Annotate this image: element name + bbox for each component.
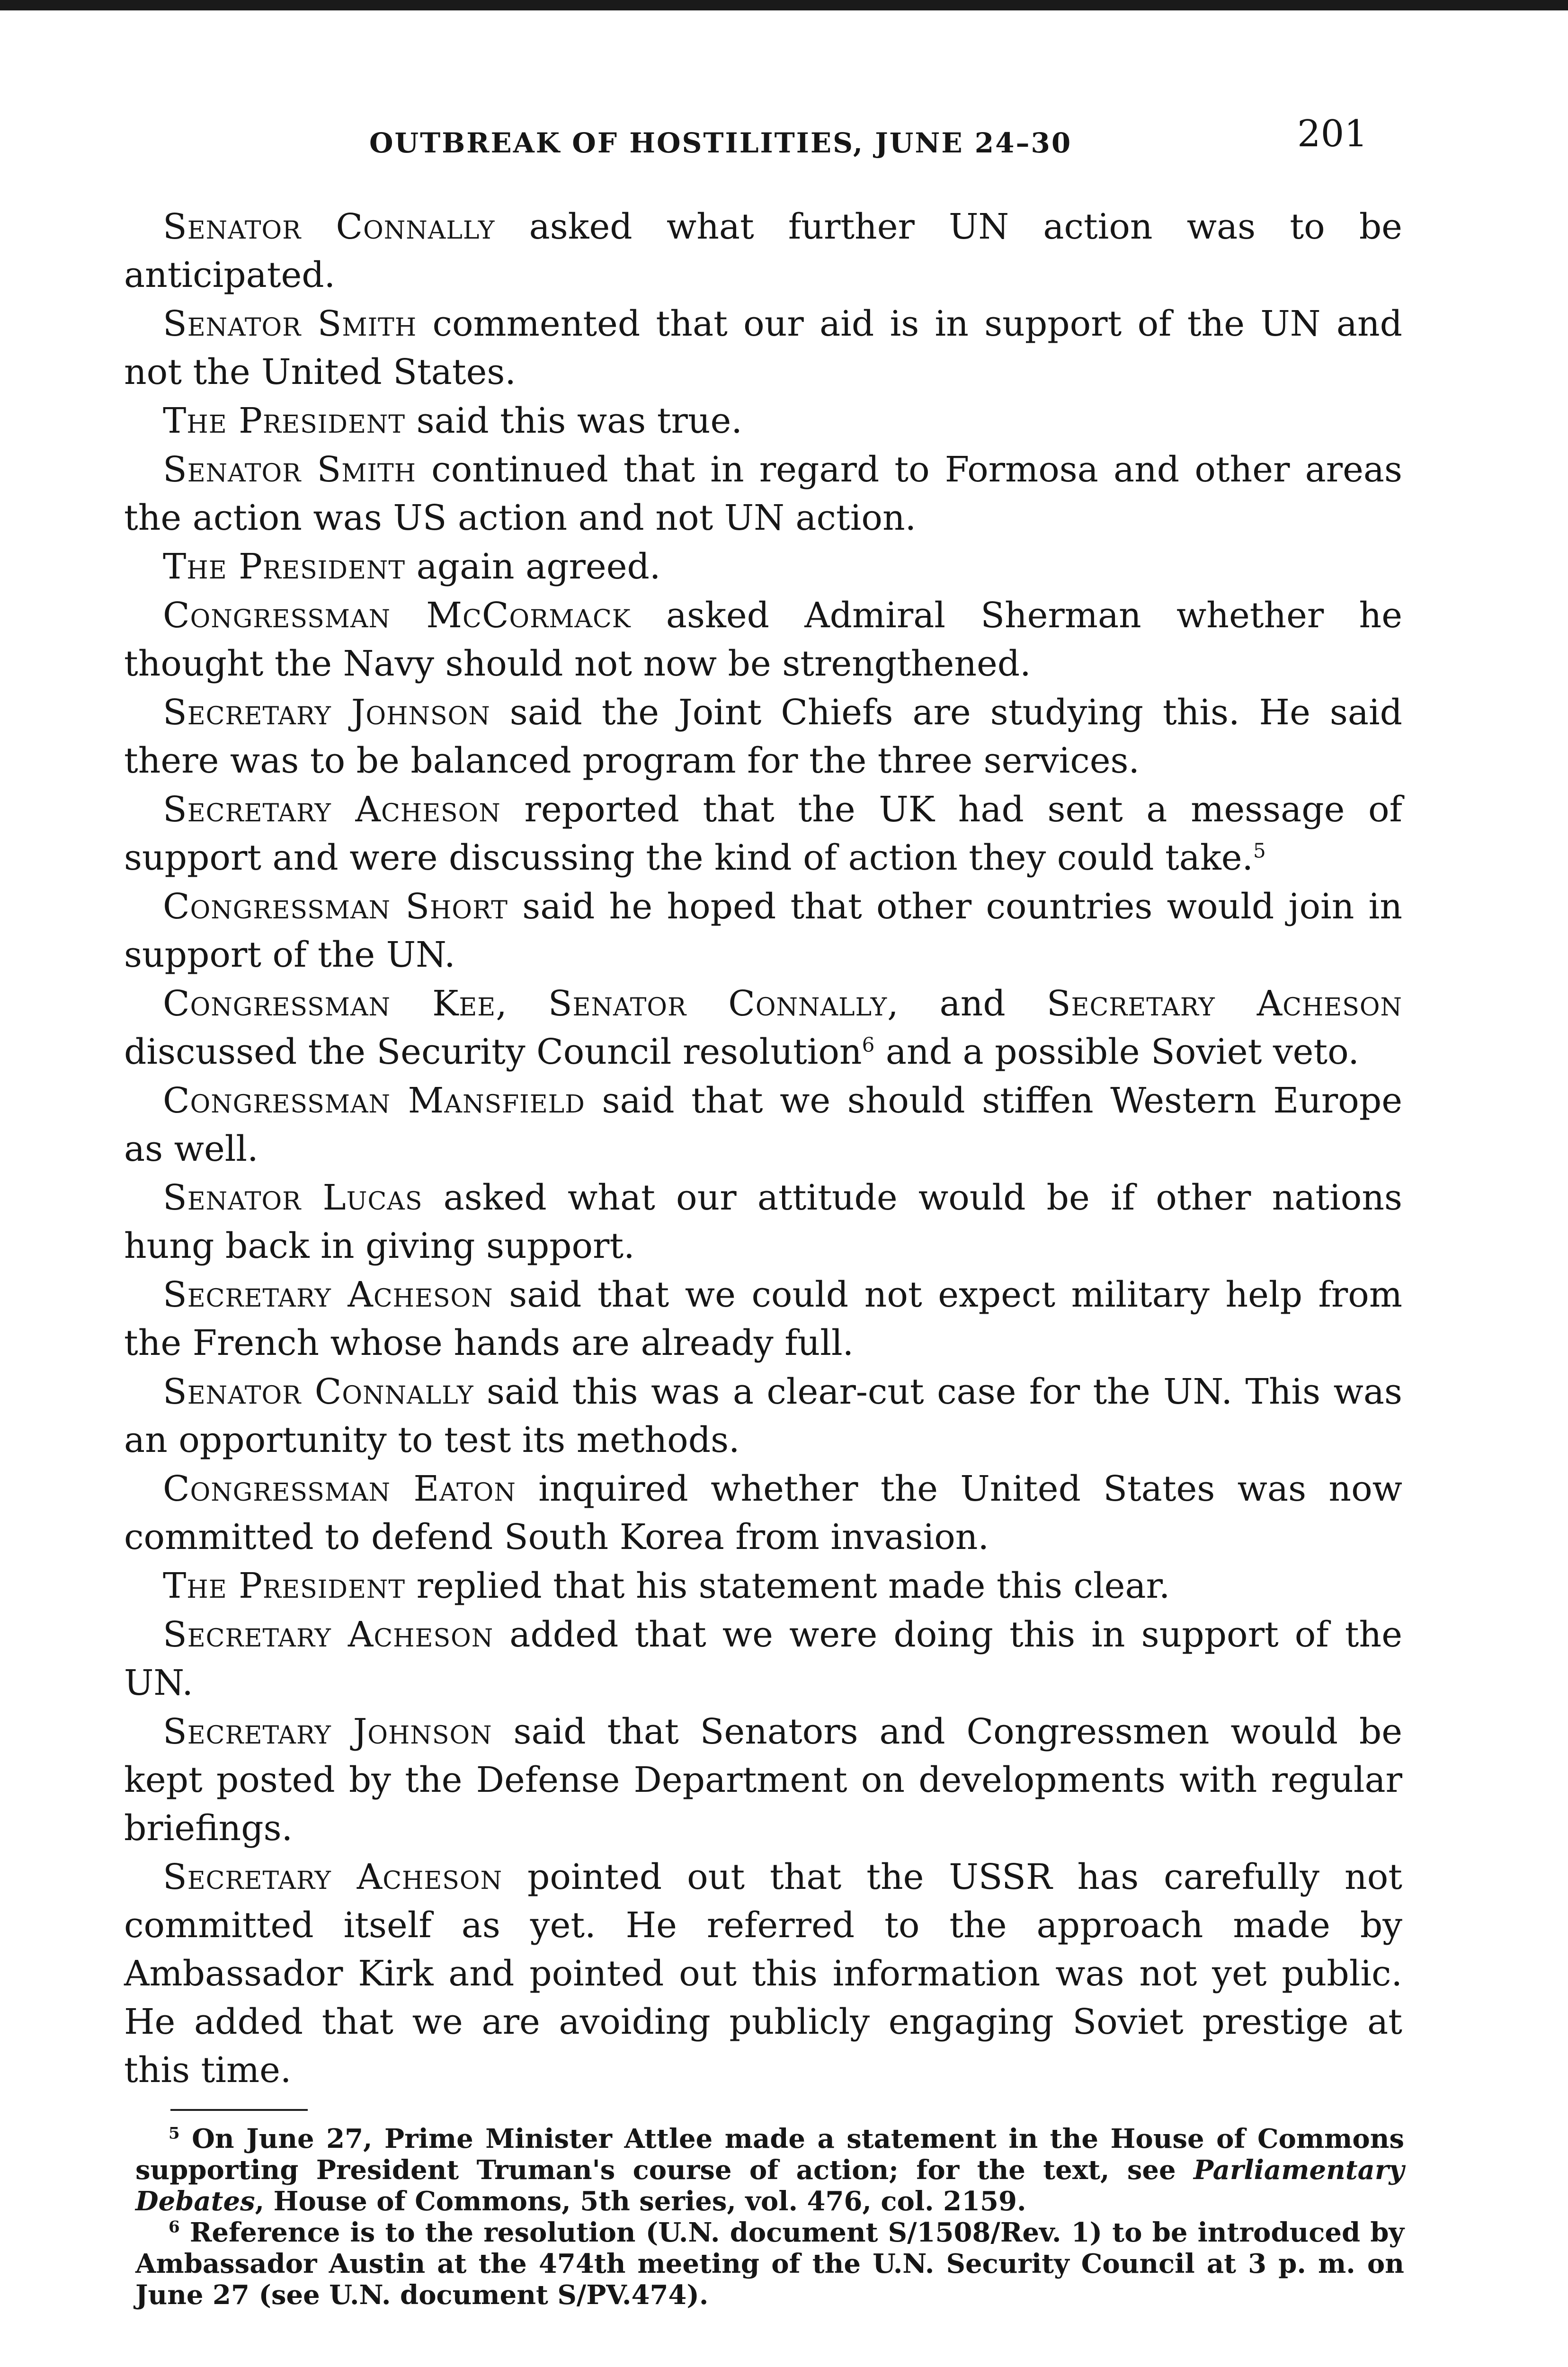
running-head: OUTBREAK OF HOSTILITIES, JUNE 24–30	[369, 127, 1072, 159]
speaker-name: Secretary Acheson	[163, 789, 501, 830]
footnote-ref: 6	[862, 1033, 875, 1057]
speaker-name: Secretary Johnson	[163, 692, 490, 733]
paragraph-text: pointed out that the USSR has carefully not committed itself as yet. He referred to the approach made by Ambassador Kirk and pointed out this information was not yet public. He added that we are avoiding publicly engaging Soviet prestige at this time.	[124, 1857, 1403, 2091]
speaker-name: Congressman McCormack	[163, 595, 631, 636]
footnote	[135, 2123, 1404, 2217]
paragraph	[124, 1611, 1402, 1707]
paragraph	[124, 1271, 1402, 1367]
paragraph-text: replied that his statement made this clear.	[405, 1566, 1170, 1606]
speaker-name: Senator Smith	[163, 449, 417, 490]
paragraph-text: asked Admiral Sherman whether he thought the Navy should not now be strengthened.	[124, 595, 1402, 684]
speaker-name: Senator Lucas	[163, 1177, 423, 1218]
paragraph-text: asked what further UN action was to be anticipated.	[124, 206, 1402, 295]
speaker-name: Senator Connally	[163, 206, 495, 247]
speaker-name: Senator Connally	[548, 983, 888, 1024]
paragraph-text: said that we should stiffen Western Europe as well.	[124, 1080, 1402, 1169]
paragraph	[124, 445, 1402, 542]
footnote-marker: 5	[169, 2124, 180, 2143]
paragraph	[124, 882, 1402, 979]
speaker-name: Senator Smith	[163, 303, 417, 344]
footnote-divider	[170, 2109, 308, 2111]
paragraph	[124, 1368, 1402, 1464]
speaker-name: Secretary Acheson	[163, 1614, 494, 1655]
paragraph	[124, 300, 1402, 396]
speaker-name: Congressman Mansfield	[163, 1080, 585, 1121]
paragraph-text: again agreed.	[405, 546, 661, 587]
paragraph	[124, 979, 1402, 1076]
speaker-name: Secretary Acheson	[163, 1857, 503, 1897]
paragraph	[124, 543, 1402, 591]
footnotes	[135, 2123, 1404, 2311]
footnote-marker: 6	[169, 2217, 180, 2237]
paragraph-text: said the Joint Chiefs are studying this. He said there was to be balanced program for the three services.	[124, 692, 1402, 781]
speaker-name: Senator Connally	[163, 1371, 474, 1412]
footnote-text: Reference is to the resolution (U.N. document S/1508/Rev. 1) to be introduced by Ambassador Austin at the 474th meeting of the U.N. Security Council at 3 p. m. on June 27 (see U.N. document S/PV.474).	[135, 2217, 1405, 2311]
speaker-name: The President	[163, 400, 406, 441]
paragraph-text: reported that the UK had sent a message of support and were discussing the kind of action they could take.	[124, 789, 1402, 878]
paragraph-text: continued that in regard to Formosa and other areas the action was US action and not UN action.	[124, 449, 1402, 538]
paragraph	[124, 203, 1402, 299]
speaker-name: Secretary Acheson	[163, 1274, 493, 1315]
footnote	[135, 2217, 1404, 2311]
paragraph	[124, 1465, 1402, 1561]
speaker-name: Congressman Short	[163, 886, 508, 927]
footnote-ref: 5	[1253, 839, 1266, 863]
speaker-name: The President	[163, 546, 406, 587]
footnote-italic-title: Parliamentary Debates	[135, 2154, 1404, 2217]
page-number: 201	[1297, 113, 1368, 155]
paragraph-text: and a possible Soviet veto.	[874, 1032, 1359, 1072]
paragraph	[124, 1077, 1402, 1173]
paragraph	[124, 397, 1402, 445]
footnote-text: , House of Commons, 5th series, vol. 476, col. 2159.	[255, 2186, 1026, 2217]
speaker-name: Secretary Acheson	[1046, 983, 1402, 1024]
separator-text: , and	[887, 983, 1047, 1024]
paragraph	[124, 1562, 1402, 1610]
paragraph-text: said this was a clear-cut case for the UN. This was an opportunity to test its methods.	[124, 1371, 1402, 1460]
speaker-name: The President	[163, 1566, 406, 1606]
paragraph-text: added that we were doing this in support of the UN.	[124, 1614, 1402, 1703]
speaker-name: Congressman Eaton	[163, 1468, 516, 1509]
body-text	[124, 203, 1402, 2095]
paragraph-text: said that Senators and Congressmen would be kept posted by the Defense Department on developments with regular briefings.	[124, 1711, 1402, 1849]
paragraph-text: commented that our aid is in support of the UN and not the United States.	[124, 303, 1402, 392]
separator-text: ,	[496, 983, 548, 1024]
paragraph	[124, 688, 1402, 785]
paragraph-text: said he hoped that other countries would join in support of the UN.	[124, 886, 1402, 975]
paragraph	[124, 1174, 1402, 1270]
paragraph-text: said this was true.	[405, 400, 742, 441]
paragraph-text: discussed the Security Council resolution	[124, 1032, 862, 1072]
paragraph	[124, 1708, 1402, 1852]
paragraph	[124, 1853, 1402, 2094]
paragraph-text: said that we could not expect military help from the French whose hands are already full.	[124, 1274, 1402, 1363]
paragraph-text: asked what our attitude would be if other nations hung back in giving support.	[124, 1177, 1402, 1266]
speaker-name: Congressman Kee	[163, 983, 496, 1024]
speaker-name: Secretary Johnson	[163, 1711, 492, 1752]
paragraph-text: inquired whether the United States was now committed to defend South Korea from invasion.	[124, 1468, 1402, 1557]
footnote-text: On June 27, Prime Minister Attlee made a statement in the House of Commons supporting President Truman's course of action; for the text, see	[135, 2123, 1404, 2186]
paragraph	[124, 591, 1402, 688]
paragraph	[124, 785, 1402, 882]
